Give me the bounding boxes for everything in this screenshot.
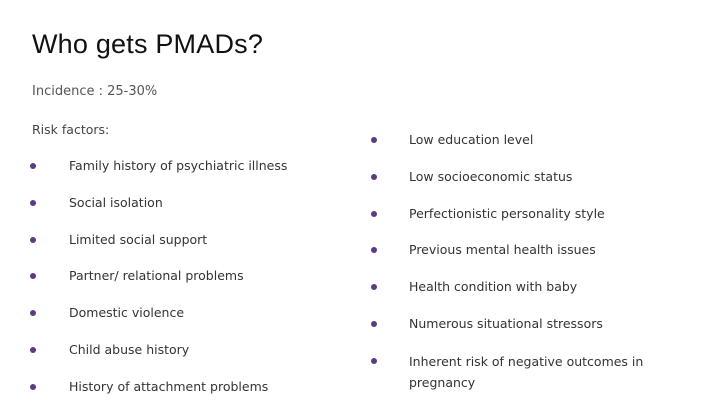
- bullet-icon: [371, 247, 377, 253]
- bullet-icon: [30, 200, 36, 206]
- list-item-text: Previous mental health issues: [409, 242, 596, 258]
- list-item-text: Social isolation: [69, 194, 163, 210]
- risk-factors-heading: Risk factors:: [32, 122, 110, 137]
- bullet-icon: [30, 384, 36, 390]
- list-item: [28, 377, 358, 414]
- risk-factors-list-left: [28, 156, 358, 414]
- list-item-text: Inherent risk of negative outcomes in pregnancy: [409, 353, 644, 390]
- list-item: [369, 240, 669, 277]
- list-item-text: History of attachment problems: [69, 378, 269, 394]
- bullet-icon: [371, 137, 377, 143]
- list-item: [369, 351, 669, 388]
- bullet-icon: [30, 237, 36, 243]
- incidence-text: Incidence : 25-30%: [32, 84, 158, 99]
- bullet-icon: [371, 358, 377, 364]
- list-item-text: Low socioeconomic status: [409, 168, 573, 184]
- risk-factors-list-right: [369, 130, 669, 388]
- bullet-icon: [371, 284, 377, 290]
- bullet-icon: [30, 310, 36, 316]
- list-item-text: Health condition with baby: [409, 279, 578, 295]
- list-item-text: Partner/ relational problems: [69, 268, 244, 284]
- list-item: [28, 266, 358, 303]
- list-item-text: Low education level: [409, 132, 534, 147]
- bullet-icon: [30, 273, 36, 279]
- list-item-text: Limited social support: [69, 231, 208, 247]
- list-item: [369, 130, 669, 167]
- list-item-text: Child abuse history: [69, 341, 190, 357]
- list-item: [369, 167, 669, 204]
- list-item: [28, 230, 358, 267]
- bullet-icon: [30, 347, 36, 353]
- bullet-icon: [371, 321, 377, 327]
- list-item: [28, 193, 358, 230]
- list-item: [28, 340, 358, 377]
- list-item-text: Family history of psychiatric illness: [69, 158, 288, 173]
- list-item-text: Domestic violence: [69, 305, 185, 321]
- slide-title: Who gets PMADs?: [32, 29, 264, 59]
- list-item: [369, 204, 669, 241]
- list-item: [28, 156, 358, 193]
- list-item: [369, 314, 669, 351]
- list-item: [369, 277, 669, 314]
- list-item-text: Perfectionistic personality style: [409, 205, 605, 221]
- bullet-icon: [371, 174, 377, 180]
- list-item-text: Numerous situational stressors: [409, 315, 603, 331]
- list-item: [28, 303, 358, 340]
- bullet-icon: [371, 211, 377, 217]
- bullet-icon: [30, 163, 36, 169]
